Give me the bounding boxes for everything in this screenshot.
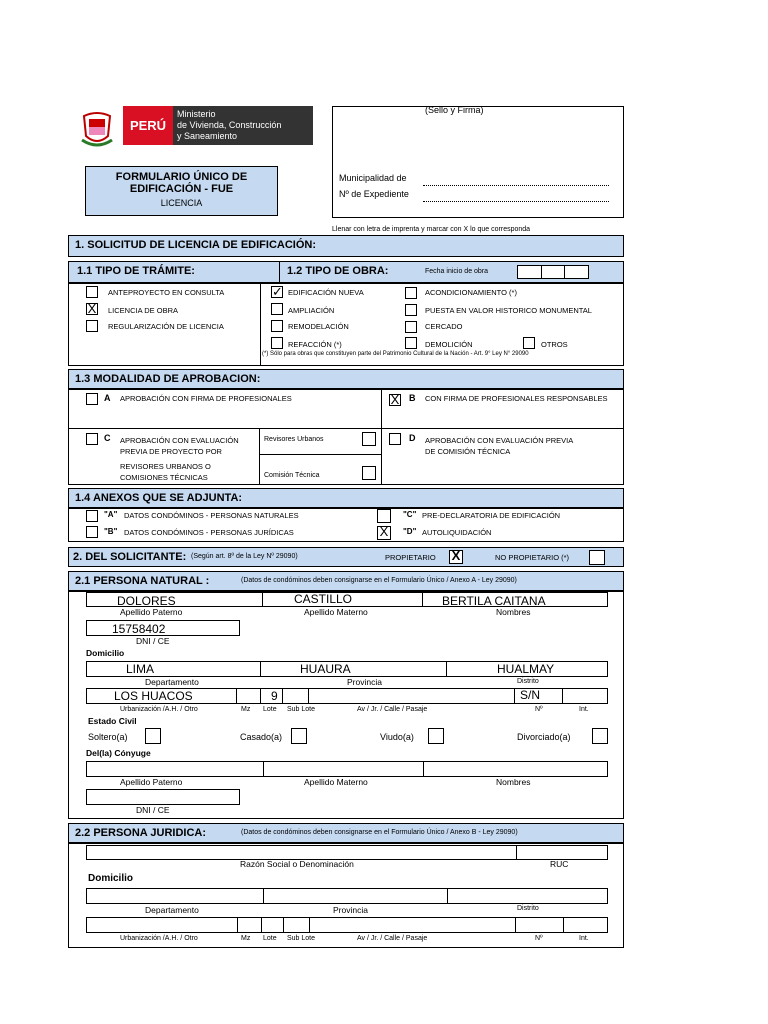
dni-label: DNI / CE — [136, 636, 170, 646]
casado-checkbox[interactable] — [291, 728, 307, 744]
fecha-inicio-label: Fecha inicio de obra — [425, 268, 489, 275]
obra-nueva-label: EDIFICACIÓN NUEVA — [288, 288, 364, 297]
obra-remodelacion-checkbox[interactable] — [271, 320, 283, 332]
form-subtitle: LICENCIA — [160, 198, 203, 208]
obra-puesta-valor-checkbox[interactable] — [405, 304, 417, 316]
numero-value: S/N — [520, 688, 541, 702]
obra-ampliacion-label: AMPLIACIÓN — [288, 306, 335, 315]
obra-acondicionamiento-label: ACONDICIONAMIENTO (*) — [425, 288, 517, 297]
logo-ministry-text: Ministerio de Vivienda, Construcción y Saneamiento — [173, 106, 313, 145]
divorciado-checkbox[interactable] — [592, 728, 608, 744]
nombres-value: BERTILA CAITANA — [442, 594, 546, 608]
mz-label: Mz — [241, 706, 251, 713]
modalidad-b-letter: B — [409, 393, 416, 403]
modalidad-b-checkbox[interactable]: X — [390, 392, 400, 407]
anexo-b-label: DATOS CONDÓMINOS - PERSONAS JURÍDICAS — [124, 528, 294, 537]
modalidad-a-label: APROBACIÓN CON FIRMA DE PROFESIONALES — [120, 394, 292, 403]
tramite-licencia-checkbox[interactable]: X — [87, 301, 97, 316]
section-2-header — [68, 547, 624, 567]
form-title-box — [85, 166, 278, 216]
form-title-line1: FORMULARIO ÚNICO DE — [115, 171, 248, 183]
anexo-c-checkbox[interactable] — [377, 509, 391, 523]
conyuge-paterno-label: Apellido Paterno — [120, 777, 183, 787]
modalidad-a-checkbox[interactable] — [86, 393, 98, 405]
seal-box — [332, 106, 624, 218]
modalidad-c-letter: C — [104, 433, 111, 443]
domicilio-label: Domicilio — [86, 648, 125, 658]
pj-urbanizacion-label: Urbanización /A.H. / Otro — [120, 935, 198, 942]
obra-acondicionamiento-checkbox[interactable] — [405, 287, 417, 299]
anexo-d-code: "D" — [403, 527, 417, 536]
obra-nueva-checkbox[interactable]: ✓ — [272, 284, 283, 299]
comision-tecnica-checkbox[interactable] — [362, 466, 376, 480]
ruc-field[interactable] — [516, 845, 608, 860]
viudo-checkbox[interactable] — [428, 728, 444, 744]
section-2-note: (Según art. 8º de la Ley Nº 29090) — [191, 553, 298, 560]
interior-label: Int. — [579, 706, 589, 713]
urbanizacion-value: LOS HUACOS — [114, 689, 193, 703]
obra-refaccion-label: REFACCIÓN (*) — [288, 340, 342, 349]
obra-demolicion-checkbox[interactable] — [405, 337, 417, 349]
nombres-label: Nombres — [496, 607, 531, 617]
conyuge-dni-field[interactable] — [86, 789, 240, 805]
pj-location-field[interactable] — [86, 888, 608, 904]
pj-interior-label: Int. — [579, 935, 589, 942]
muni-label: Municipalidad de — [339, 173, 407, 183]
section-1-header — [68, 235, 624, 257]
revisores-urbanos-label: Revisores Urbanos — [264, 436, 324, 443]
distrito-value: HUALMAY — [497, 662, 555, 676]
via-label: Av / Jr. / Calle / Pasaje — [357, 706, 428, 713]
peru-coat-of-arms-icon — [80, 110, 114, 148]
obra-ampliacion-checkbox[interactable] — [271, 303, 283, 315]
muni-field[interactable] — [423, 185, 609, 186]
revisores-urbanos-checkbox[interactable] — [362, 432, 376, 446]
conyuge-nombres-label: Nombres — [496, 777, 531, 787]
modalidad-d-letter: D — [409, 433, 416, 443]
logo-brand: PERÚ — [123, 106, 173, 145]
divorciado-label: Divorciado(a) — [517, 732, 571, 742]
sublote-label: Sub Lote — [287, 706, 316, 713]
provincia-value: HUAURA — [300, 662, 351, 676]
section-14-header — [68, 488, 624, 508]
modalidad-c-label: APROBACIÓN CON EVALUACIÓN PREVIA DE PROYECTO POR REVISORES URBANOS O COMISIONES TÉCNICAS — [120, 436, 239, 482]
viudo-label: Viudo(a) — [380, 732, 414, 742]
no-propietario-label: NO PROPIETARIO (*) — [495, 553, 570, 562]
provincia-label: Provincia — [347, 677, 382, 687]
obra-refaccion-checkbox[interactable] — [271, 337, 283, 349]
pj-sublote-label: Sub Lote — [287, 935, 316, 942]
modalidad-b-label: CON FIRMA DE PROFESIONALES RESPONSABLES — [425, 394, 608, 403]
anexo-b-checkbox[interactable] — [86, 526, 98, 538]
numero-label: Nº — [535, 706, 543, 713]
pj-departamento-label: Departamento — [145, 905, 199, 915]
casado-label: Casado(a) — [240, 732, 283, 742]
pj-address-field[interactable] — [86, 917, 608, 933]
dni-value: 15758402 — [112, 622, 166, 636]
section-12-title: 1.2 TIPO DE OBRA: — [287, 265, 389, 277]
obra-otros-checkbox[interactable] — [523, 337, 535, 349]
anexo-a-label: DATOS CONDÓMINOS - PERSONAS NATURALES — [124, 511, 299, 520]
soltero-checkbox[interactable] — [145, 728, 161, 744]
anexo-d-label: AUTOLIQUIDACIÓN — [422, 528, 492, 537]
tramite-anteproyecto-label: ANTEPROYECTO EN CONSULTA — [108, 288, 225, 297]
sublote-field[interactable] — [282, 688, 310, 704]
departamento-value: LIMA — [126, 662, 155, 676]
apellido-paterno-label: Apellido Paterno — [120, 607, 183, 617]
pj-via-label: Av / Jr. / Calle / Pasaje — [357, 935, 428, 942]
modalidad-c-checkbox[interactable] — [86, 433, 98, 445]
propietario-checkbox[interactable]: X — [449, 550, 463, 564]
conyuge-materno-label: Apellido Materno — [304, 777, 368, 787]
lote-value: 9 — [271, 689, 278, 703]
obra-cercado-label: CERCADO — [425, 322, 463, 331]
section-22-header — [68, 823, 624, 843]
pj-distrito-label: Distrito — [517, 905, 539, 912]
form-title-line2: EDIFICACIÓN - FUE — [129, 183, 234, 195]
anexo-b-code: "B" — [104, 527, 118, 536]
section-22-title: 2.2 PERSONA JURIDICA: — [75, 827, 207, 839]
pj-domicilio-label: Domicilio — [88, 873, 134, 884]
comision-tecnica-label: Comisión Técnica — [264, 472, 320, 479]
apellido-materno-value: CASTILLO — [294, 592, 353, 606]
section-14-title: 1.4 ANEXOS QUE SE ADJUNTA: — [75, 492, 243, 504]
expediente-label: Nº de Expediente — [339, 189, 409, 199]
obra-cercado-checkbox[interactable] — [405, 321, 417, 333]
tramite-regularizacion-label: REGULARIZACIÓN DE LICENCIA — [108, 322, 224, 331]
obra-otros-label: OTROS — [541, 340, 568, 349]
tramite-regularizacion-checkbox[interactable] — [86, 320, 98, 332]
distrito-label: Distrito — [517, 678, 539, 685]
section-13-header — [68, 369, 624, 389]
section-11-header — [68, 261, 624, 283]
provincia-field[interactable] — [260, 661, 448, 677]
ruc-label: RUC — [550, 859, 569, 869]
section-1-footnote: (*) Sólo para obras que constituyen parte del Patrimonio Cultural de la Nación - Art. 9° Ley N° 29090 — [262, 351, 529, 357]
via-field[interactable] — [308, 688, 516, 704]
departamento-field[interactable] — [86, 661, 262, 677]
tramite-licencia-label: LICENCIA DE OBRA — [108, 306, 179, 315]
section-2-title: 2. DEL SOLICITANTE: — [73, 551, 187, 563]
departamento-label: Departamento — [145, 677, 199, 687]
pj-numero-label: Nº — [535, 935, 543, 942]
expediente-field[interactable] — [423, 201, 609, 202]
obra-remodelacion-label: REMODELACIÓN — [288, 322, 349, 331]
seal-label: (Sello y Firma) — [425, 105, 484, 115]
mz-field[interactable] — [236, 688, 262, 704]
section-13-title: 1.3 MODALIDAD DE APROBACION: — [75, 373, 261, 385]
ministry-logo — [123, 106, 313, 145]
obra-demolicion-label: DEMOLICIÓN — [425, 340, 473, 349]
conyuge-label: Del(la) Cónyuge — [86, 748, 151, 758]
section-1-title: 1. SOLICITUD DE LICENCIA DE EDIFICACIÓN: — [75, 239, 316, 251]
apellido-paterno-value: DOLORES — [117, 594, 176, 608]
tramite-anteproyecto-checkbox[interactable] — [86, 286, 98, 298]
razon-social-label: Razón Social o Denominación — [240, 859, 354, 869]
anexo-a-checkbox[interactable] — [86, 510, 98, 522]
modalidad-d-checkbox[interactable] — [389, 433, 401, 445]
obra-puesta-valor-label: PUESTA EN VALOR HISTORICO MONUMENTAL — [425, 306, 592, 315]
anexo-d-checkbox[interactable]: X — [377, 526, 391, 540]
anexo-c-label: PRE-DECLARATORIA DE EDIFICACIÓN — [422, 511, 561, 520]
propietario-label: PROPIETARIO — [385, 553, 436, 562]
estado-civil-label: Estado Civil — [88, 716, 137, 726]
soltero-label: Soltero(a) — [88, 732, 128, 742]
anexo-a-code: "A" — [104, 510, 118, 519]
lote-label: Lote — [263, 706, 277, 713]
section-22-note: (Datos de condóminos deben consignarse en el Formulario Único / Anexo B - Ley 29090) — [241, 829, 518, 836]
interior-field[interactable] — [562, 688, 608, 704]
section-11-title: 1.1 TIPO DE TRÁMITE: — [77, 265, 195, 277]
conyuge-dni-label: DNI / CE — [136, 805, 170, 815]
anexo-c-code: "C" — [403, 510, 417, 519]
section-21-header — [68, 571, 624, 591]
instructions: Llenar con letra de imprenta y marcar con X lo que corresponda — [332, 226, 531, 233]
section-21-note: (Datos de condóminos deben consignarse en el Formulario Único / Anexo A - Ley 29090) — [241, 577, 517, 584]
pj-provincia-label: Provincia — [333, 905, 368, 915]
conyuge-names-field[interactable] — [86, 761, 608, 777]
pj-lote-label: Lote — [263, 935, 277, 942]
urbanizacion-label: Urbanización /A.H. / Otro — [120, 706, 198, 713]
section-21-title: 2.1 PERSONA NATURAL : — [75, 575, 210, 587]
fecha-inicio-field[interactable] — [517, 265, 589, 279]
modalidad-d-label: APROBACIÓN CON EVALUACIÓN PREVIA DE COMISIÓN TÉCNICA — [425, 436, 574, 456]
no-propietario-checkbox[interactable] — [589, 550, 605, 565]
razon-social-field[interactable] — [86, 845, 518, 860]
apellido-materno-label: Apellido Materno — [304, 607, 368, 617]
modalidad-a-letter: A — [104, 393, 111, 403]
pj-mz-label: Mz — [241, 935, 251, 942]
